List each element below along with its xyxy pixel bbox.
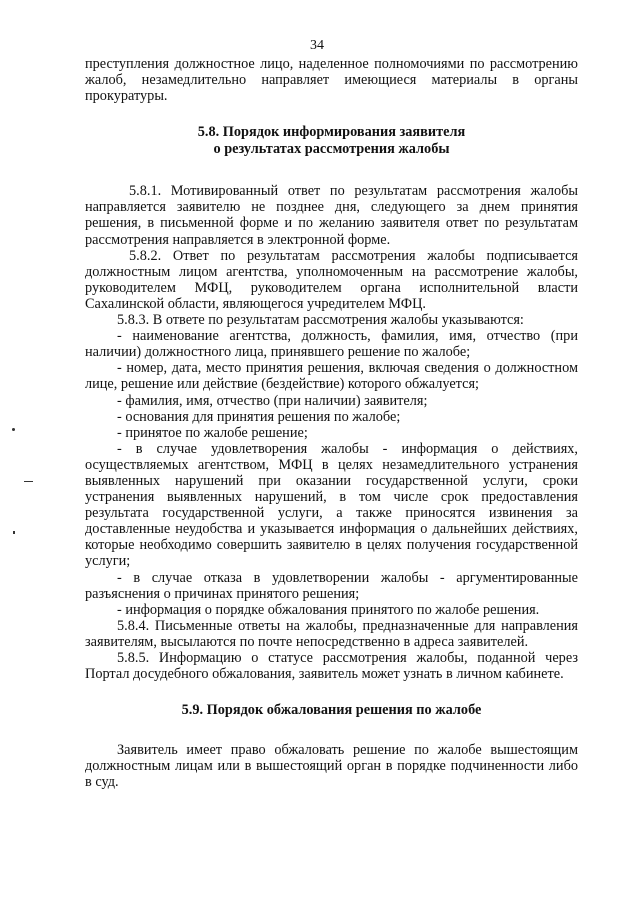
list-item: - информация о порядке обжалования принятого по жалобе решения.	[117, 601, 540, 618]
list-item: - номер, дата, место принятия решения, включая сведения о должностном лице, решение или действие (бездействие) которого обжалуется;	[85, 360, 578, 393]
paragraph: 5.8.2. Ответ по результатам рассмотрения жалобы подписывается должностным лицом агентства, уполномоченным на рассмотрение жалобы, руководителем МФЦ, руководителем органа исполнительной власти Сахалинской области, являющегося учредителем МФЦ.	[85, 247, 578, 312]
list-item: - наименование агентства, должность, фамилия, имя, отчество (при наличии) должностного лица, принявшего решение по жалобе;	[85, 328, 578, 361]
scan-mark	[13, 531, 15, 534]
list-item: - принятое по жалобе решение;	[117, 424, 308, 441]
heading-line: о результатах рассмотрения жалобы	[213, 141, 450, 158]
section-heading	[85, 124, 578, 158]
list-item: - основания для принятия решения по жалобе;	[117, 408, 401, 425]
heading-line: 5.8. Порядок информирования заявителя	[197, 124, 466, 141]
section-heading: 5.9. Порядок обжалования решения по жалобе	[181, 702, 482, 719]
document-body	[85, 56, 578, 790]
scan-mark	[12, 428, 15, 431]
paragraph: 5.8.3. В ответе по результатам рассмотрения жалобы указываются:	[117, 312, 524, 329]
list-item: - фамилия, имя, отчество (при наличии) заявителя;	[117, 392, 428, 409]
paragraph: 5.8.4. Письменные ответы на жалобы, предназначенные для направления заявителям, высылаются по почте непосредственно в адреса заявителей.	[85, 617, 578, 650]
page-number: 34	[310, 38, 324, 53]
scan-mark	[24, 481, 33, 482]
list-item: - в случае отказа в удовлетворении жалобы - аргументированные разъяснения о причинах принятого решения;	[85, 569, 578, 602]
paragraph: 5.8.5. Информацию о статусе рассмотрения жалобы, поданной через Портал досудебного обжалования, заявитель может узнать в личном кабинете.	[85, 650, 578, 683]
paragraph: преступления должностное лицо, наделенное полномочиями по рассмотрению жалоб, незамедлительно направляет имеющиеся материалы в органы прокуратуры.	[85, 56, 578, 105]
paragraph: 5.8.1. Мотивированный ответ по результатам рассмотрения жалобы направляется заявителю не позднее дня, следующего за днем принятия решения, в письменной форме и по желанию заявителя ответ по результатам рассмотрения направляется в электронной форме.	[85, 183, 578, 248]
paragraph: Заявитель имеет право обжаловать решение по жалобе вышестоящим должностным лицам или в вышестоящий орган в порядке подчиненности либо в суд.	[85, 742, 578, 791]
list-item: - в случае удовлетворения жалобы - информация о действиях, осуществляемых агентством, МФЦ в целях незамедлительного устранения выявленных нарушений при оказании государственной услуги, сроки устранения выявленных нарушений, в том числе срок предоставления результата государственной услуги, а также приносятся извинения за доставленные неудобства и указывается информация о дальнейших действиях, которые необходимо совершить заявителю в целях получения государственной услуги;	[85, 440, 578, 570]
